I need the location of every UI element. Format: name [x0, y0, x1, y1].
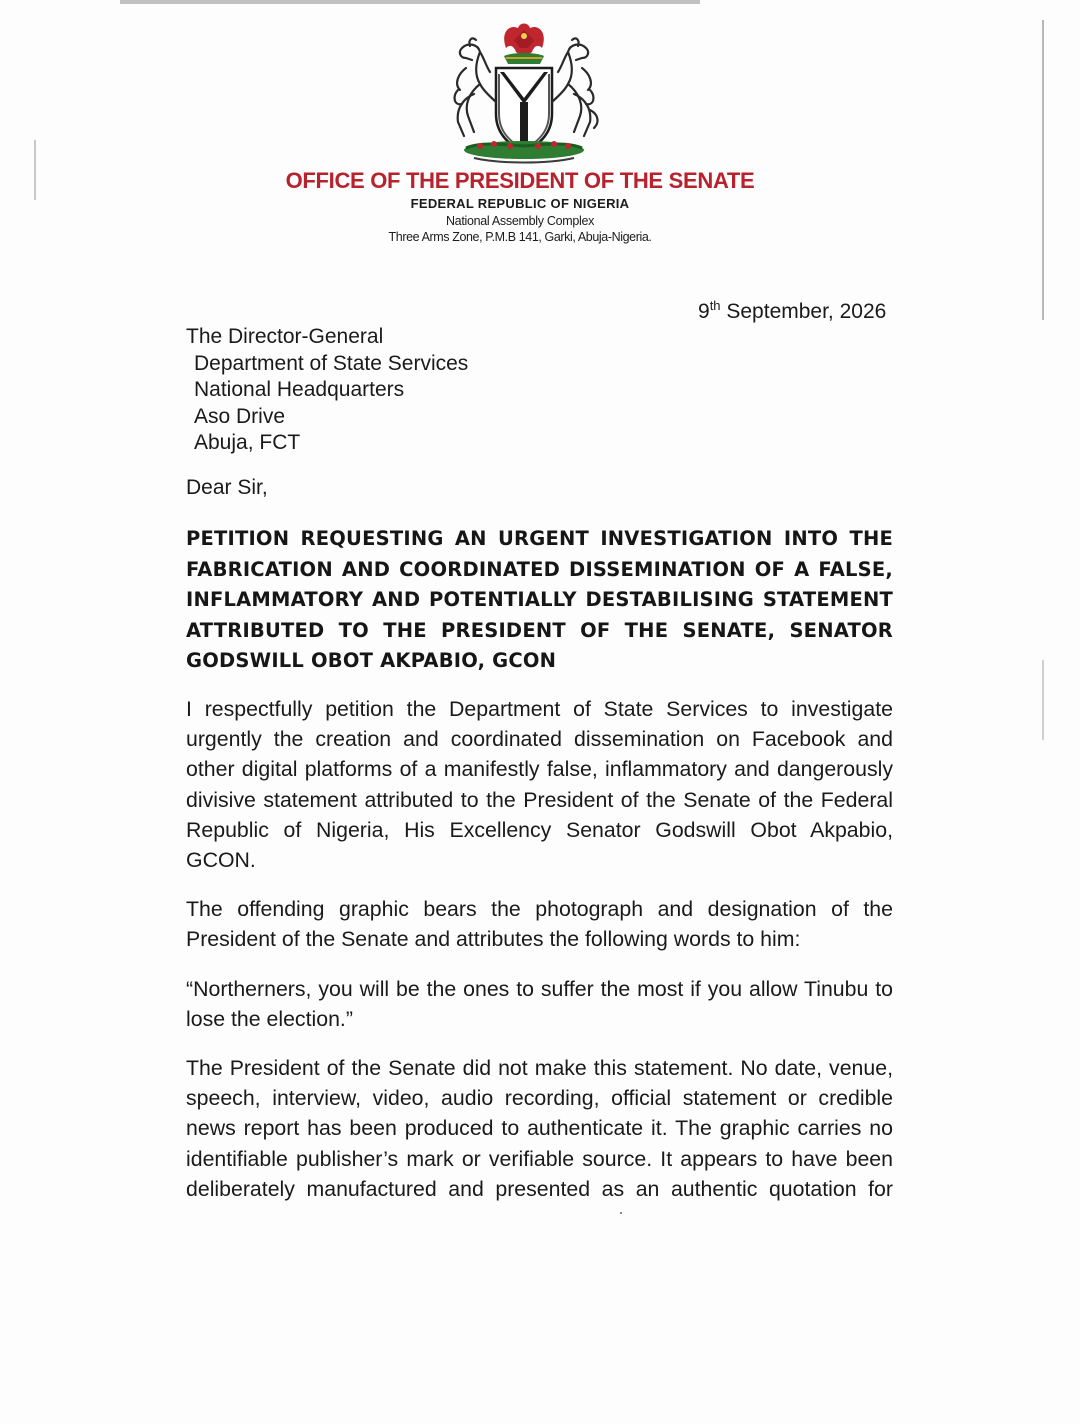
office-title-text: OFFICE OF THE PRESIDENT OF THE SENATE — [285, 168, 755, 193]
scan-top-edge — [120, 0, 700, 4]
body-paragraph-4: The President of the Senate did not make this statement. No date, venue, speech, interview, video, audio recording, official statement or credible news report has been produced to authenticate it. The graphic carries no identifiable publisher’s mark or verifiable source. It appears to have been deliberately manufactured and presented as an authentic quotation for — [186, 1056, 893, 1201]
letter-date — [698, 298, 886, 324]
coat-of-arms-icon — [440, 18, 608, 166]
office-title — [0, 168, 1040, 194]
base-flowers-icon — [464, 141, 584, 163]
subject-heading: PETITION REQUESTING AN URGENT INVESTIGATION INTO THE FABRICATION AND COORDINATED DISSEMINATION OF A FALSE, INFLAMMATORY AND POTENTIALLY DESTABILISING STATEMENT ATTRIBUTED TO THE PRESIDENT OF THE SENATE, SENATOR GODSWILL OBOT AKPABIO, GCON — [186, 527, 893, 672]
scan-speck — [620, 1212, 622, 1214]
scan-right-edge — [1042, 20, 1044, 320]
republic-line: FEDERAL REPUBLIC OF NIGERIA — [410, 196, 630, 211]
address-line: Three Arms Zone, P.M.B 141, Garki, Abuja-Nigeria. — [388, 230, 652, 244]
recipient-line-3: National Headquarters — [194, 378, 405, 401]
date-rest: September, 2026 — [720, 300, 887, 323]
recipient-line-2: Department of State Services — [194, 351, 469, 375]
recipient-line-1: The Director-General — [186, 325, 384, 348]
quoted-statement: “Northerners, you will be the ones to suffer the most if you allow Tinubu to lose the election.” — [186, 977, 893, 1032]
eagle-icon — [504, 24, 544, 65]
complex-line: National Assembly Complex — [445, 214, 595, 228]
shield-icon — [496, 68, 552, 152]
body-paragraph-2: The offending graphic bears the photograph and designation of the President of the Senate and attributes the following words to him: — [186, 897, 893, 952]
date-suffix: th — [709, 298, 721, 313]
scan-right-edge-lower — [1042, 660, 1044, 740]
date-day: 9 — [698, 300, 710, 323]
recipient-line-5: Abuja, FCT — [194, 431, 301, 454]
left-horse-icon — [455, 38, 496, 136]
body-paragraph-1: I respectfully petition the Department of State Services to investigate urgently the creation and coordinated dissemination on Facebook and other digital platforms of a manifestly false, inflammatory and dangerously divisive statement attributed to the President of the Senate of the Federal Republic of Nigeria, His Excellency Senator Godswill Obot Akpabio, GCON. — [186, 697, 893, 873]
salutation: Dear Sir, — [186, 476, 268, 499]
right-horse-icon — [552, 38, 597, 136]
recipient-line-4: Aso Drive — [194, 404, 286, 428]
recipient-block — [186, 324, 468, 457]
